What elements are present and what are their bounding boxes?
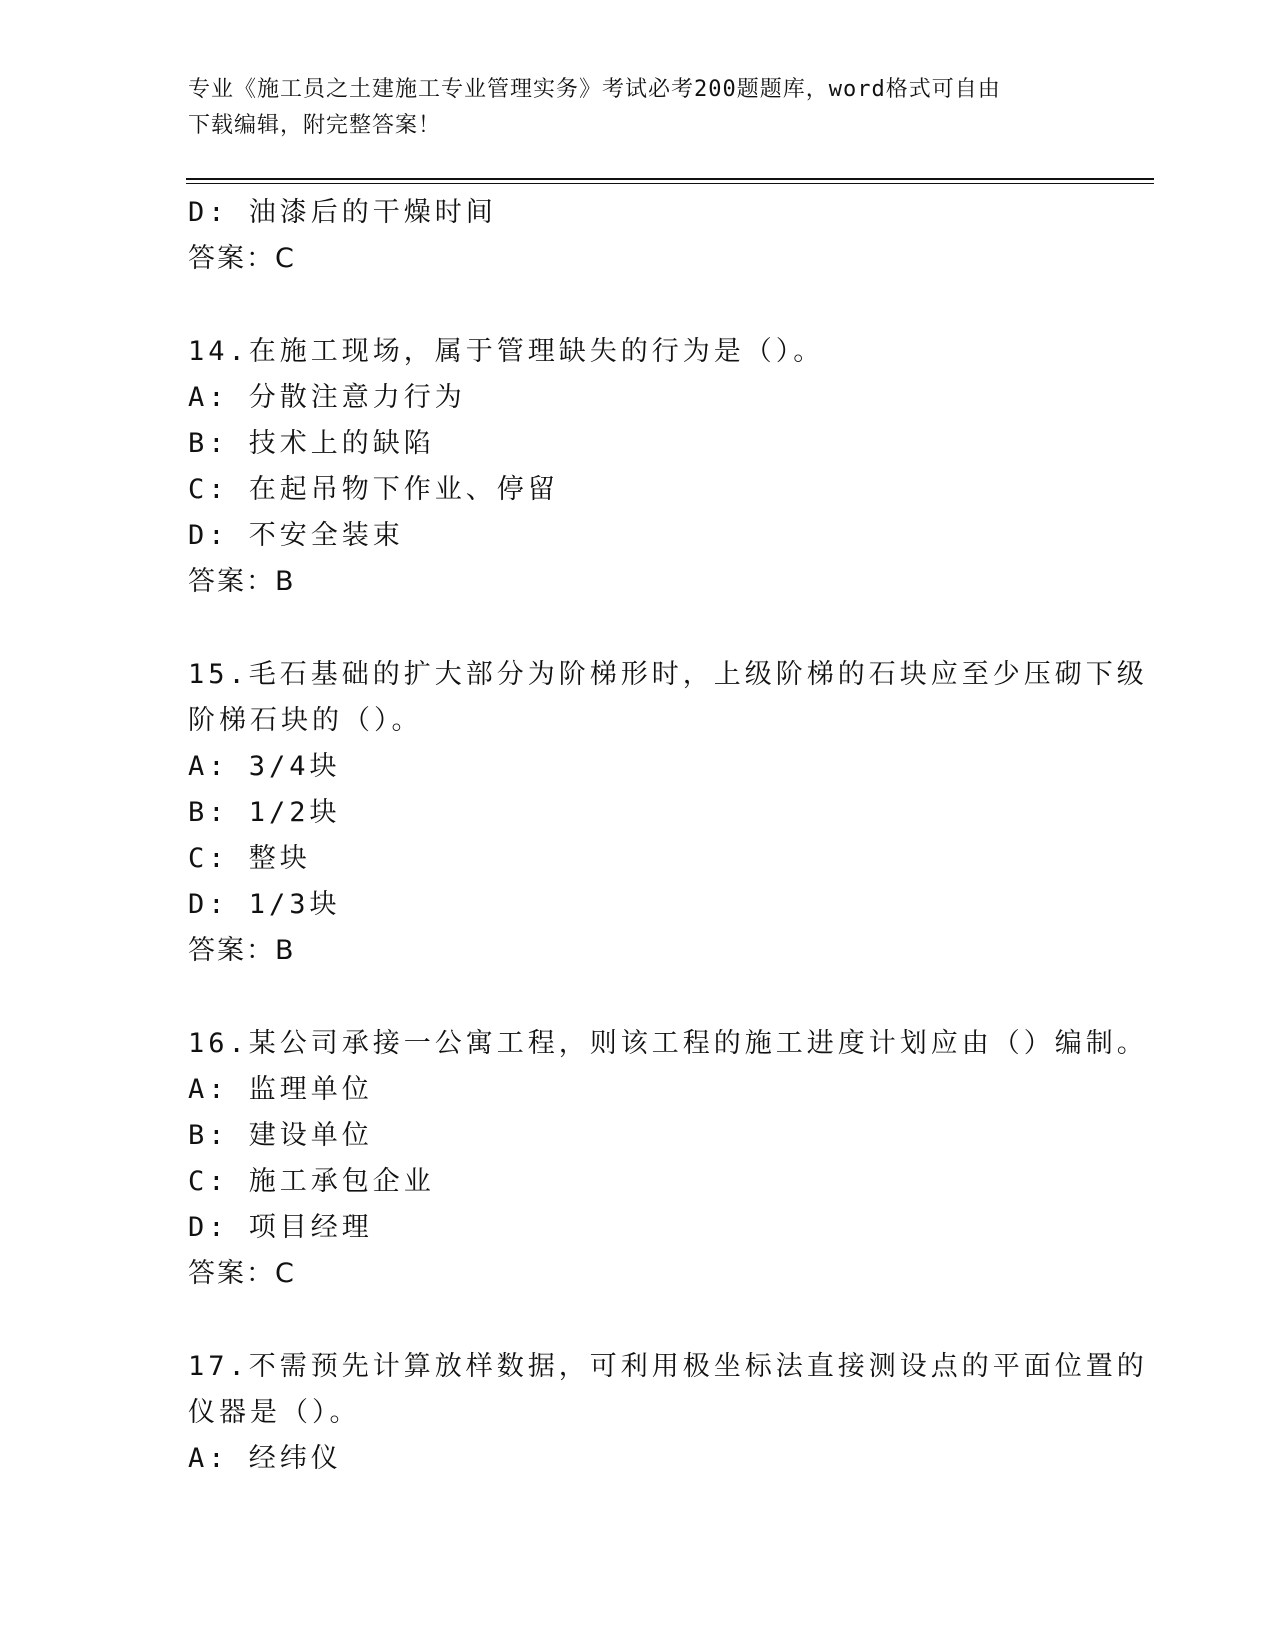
question-17 xyxy=(188,1344,1148,1482)
option-b: B: 1/2块 xyxy=(188,797,341,828)
question-stem: 16.某公司承接一公寓工程，则该工程的施工进度计划应由（）编制。 xyxy=(188,1028,1148,1059)
option-d: D: 不安全装束 xyxy=(188,520,404,551)
option-b: B: 技术上的缺陷 xyxy=(188,428,435,459)
option-b: B: 建设单位 xyxy=(188,1120,373,1151)
option-a: A: 经纬仪 xyxy=(188,1443,342,1474)
option-d: D: 油漆后的干燥时间 xyxy=(188,197,497,228)
option-a: A: 分散注意力行为 xyxy=(188,382,466,413)
answer-line: 答案：C xyxy=(188,1258,296,1289)
document-header xyxy=(188,72,1078,144)
answer-line: 答案：B xyxy=(188,566,296,597)
question-stem-line-2: 阶梯石块的（）。 xyxy=(188,705,423,736)
question-13-tail xyxy=(188,190,1088,282)
question-stem-line-1: 15.毛石基础的扩大部分为阶梯形时，上级阶梯的石块应至少压砌下级 xyxy=(188,659,1148,690)
question-list xyxy=(188,190,1148,1482)
header-title-line-2: 下载编辑，附完整答案！ xyxy=(188,113,442,138)
option-a: A: 3/4块 xyxy=(188,751,341,782)
question-15 xyxy=(188,652,1148,974)
header-divider-thin xyxy=(186,183,1154,184)
option-d: D: 1/3块 xyxy=(188,889,341,920)
option-c: C: 施工承包企业 xyxy=(188,1166,435,1197)
question-16 xyxy=(188,1021,1148,1297)
header-divider-thick xyxy=(186,178,1154,180)
option-c: C: 整块 xyxy=(188,843,311,874)
answer-line: 答案：B xyxy=(188,935,296,966)
answer-line: 答案：C xyxy=(188,243,296,274)
question-14 xyxy=(188,329,1088,605)
question-stem-line-2: 仪器是（）。 xyxy=(188,1397,361,1428)
header-title-line-1: 专业《施工员之土建施工专业管理实务》考试必考200题题库，word格式可自由 xyxy=(188,77,1001,102)
question-stem-line-1: 17.不需预先计算放样数据，可利用极坐标法直接测设点的平面位置的 xyxy=(188,1351,1148,1382)
option-c: C: 在起吊物下作业、停留 xyxy=(188,474,559,505)
option-d: D: 项目经理 xyxy=(188,1212,373,1243)
option-a: A: 监理单位 xyxy=(188,1074,373,1105)
question-stem: 14.在施工现场，属于管理缺失的行为是（）。 xyxy=(188,336,825,367)
